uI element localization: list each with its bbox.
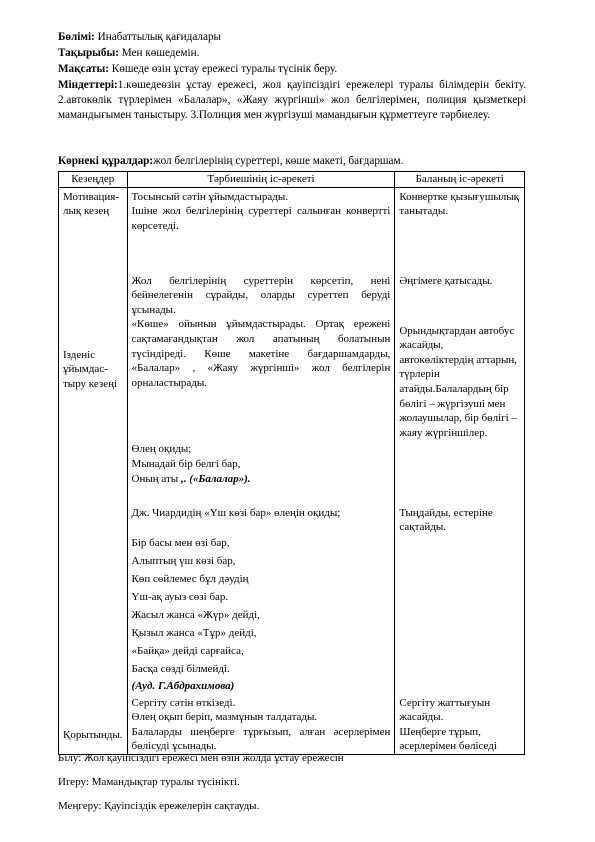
header-child-activity: Баланың іс-әрекеті (395, 172, 525, 188)
tasks-label: Міндеттері: (58, 79, 118, 91)
child-block-bus: Орындықтардан автобус жасайды, автокөліктердің аттарын, түрлерін атайды.Балалардың бір бөлігі – жүргізуші мен жолаушылар, бір бөлігі – жаяу жүргіншілер. (399, 324, 518, 439)
stage-conclusion: Қорытынды. (63, 728, 123, 741)
poem-line2-answer: ,. («Балалар»). (180, 472, 251, 485)
verse-line-2: Алыптың үш көзі бар, (131, 554, 236, 567)
verse-line-8: Басқа сөзді білмейді. (131, 662, 230, 675)
footer-master: Меңгеру: Қауіпсіздік ережелерін сақтауды. (58, 800, 260, 812)
section-label: Бөлімі: (58, 31, 95, 43)
verse-line-5: Жасыл жанса «Жүр» дейді, (131, 608, 260, 621)
lesson-plan-table (58, 171, 525, 755)
footer-learn: Игеру: Мамандықтар туралы түсінікті. (58, 776, 240, 788)
verse-line-7: «Байқа» дейді сарғайса, (131, 644, 244, 657)
child-activity-cell (395, 187, 525, 754)
teacher-block-signs: Жол белгілерінің суреттерін көрсетіп, нені бейнелегенін сұрайды, оларды суреттеп беруді ұсынады. «Көше» ойынын ұйымдастырады. Ортақ ережені сақтамағандықтан жол апатының болатынын түсіндіреді. Көше макетіне бағдаршамдарды, «Балалар» , «Жаяу жүргінші» жол белгілерін орналастырады. (131, 274, 391, 389)
footer-know: Білу: Жол қауіпсіздігі ережесі мен өзін жолда ұстау ережесін (58, 752, 344, 764)
child-block-exercise: Сергіту жаттығуын жасайды. Шеңберге тұрып, әсерлерімен бөліседі (399, 696, 497, 753)
teacher-activity-cell (127, 187, 395, 754)
tasks-value: 1.көшедеөзін ұстау ережесі, жол қауіпсіздігі ережелері туралы білімдерін бекіту. 2.автокөлік түрлерімен «Балалар», «Жаяу жүргінші» жол белгілерімен, полиция қызметкері мамандығымен таныстыру. 3.Полиция мен жүргізуші мамандығын құрметтеуге тәрбиелеу. (58, 79, 526, 121)
topic-label: Тақырыбы: (58, 47, 119, 59)
child-block-interest: Конвертке қызығушылық танытады. (399, 190, 519, 218)
verse-line-4: Үш-ақ ауыз сөзі бар. (131, 590, 229, 603)
goal-line (58, 62, 518, 77)
topic-line (58, 46, 518, 61)
verse-author: (Ауд. Г.Абдрахимова) (131, 679, 235, 692)
materials-line (58, 154, 518, 169)
teacher-block-closing: Сергіту сәтін өткізеді. Өлең оқып беріп, мазмұнын талдатады. Балаларды шеңберге тұрғызып, алған әсерлерімен бөлісуді ұсынады. (131, 696, 391, 753)
table-body-row (59, 187, 525, 754)
teacher-block-surprise: Тосынсый сәтін ұйымдастырады. Ішіне жол белгілерінің суреттері салынған конвертті көрсетеді. (131, 190, 391, 232)
teacher-poem-line1: Мынадай бір белгі бар, (131, 457, 241, 470)
header-teacher-activity: Тәрбиешінің іс-әрекеті (127, 172, 395, 188)
stage-motivation: Мотивация-лық кезең (63, 190, 119, 218)
tasks-paragraph (58, 78, 526, 123)
teacher-poem-line2 (132, 472, 391, 487)
table-header-row (59, 172, 525, 188)
verse-line-3: Көп сөйлемес бұл дәудің (131, 572, 249, 585)
header-stages: Кезеңдер (59, 172, 128, 188)
section-line (58, 30, 518, 45)
teacher-poem-intro: Өлең оқиды; (131, 442, 192, 455)
teacher-verse-intro: Дж. Чиардидің «Үш көзі бар» өлеңін оқиды; (131, 506, 341, 519)
topic-value: Мен көшедемін. (118, 47, 200, 59)
verse-line-1: Бір басы мен өзі бар, (131, 536, 230, 549)
materials-value: жол белгілерінің суреттері, көше макеті, бағдаршам. (153, 155, 404, 167)
goal-label: Мақсаты: (58, 63, 109, 75)
goal-value: Көшеде өзін ұстау ережесі туралы түсінік беру. (108, 63, 338, 75)
verse-line-6: Қызыл жанса «Тұр» дейді, (131, 626, 257, 639)
child-block-listen: Тыңдайды, естеріне сақтайды. (399, 506, 493, 534)
stages-cell (59, 187, 128, 754)
materials-label: Көрнекі құралдар: (58, 155, 154, 167)
poem-line2-text: Оның аты (131, 472, 181, 485)
stage-organization: Ізденіс ұйымдас-тыру кезеңі (63, 348, 118, 390)
section-value: Инабаттылық қағидалары (94, 31, 222, 43)
child-block-talk: Әңгімеге қатысады. (399, 274, 493, 287)
